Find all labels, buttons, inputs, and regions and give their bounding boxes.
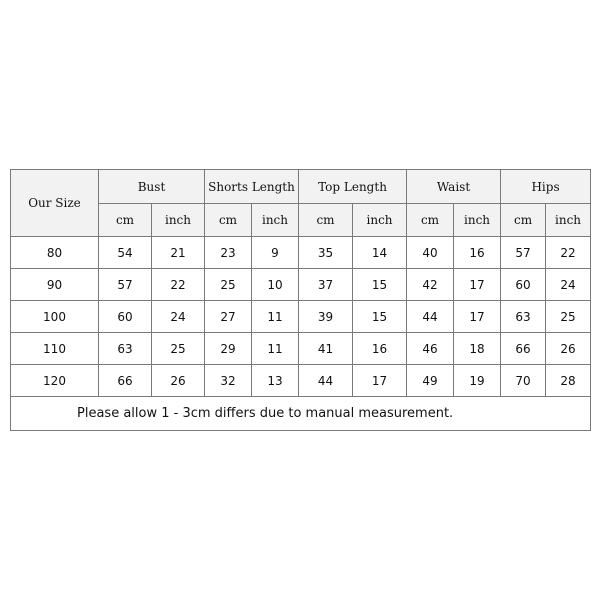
group-header-waist: Waist: [407, 170, 501, 204]
measurement-cell: 35: [299, 237, 353, 269]
measurement-cell: 70: [501, 365, 546, 397]
table-row: [11, 365, 591, 397]
unit-header-inch: inch: [252, 204, 299, 237]
measurement-cell: 17: [454, 269, 501, 301]
table-header: [11, 170, 591, 237]
measurement-cell: 22: [546, 237, 591, 269]
group-header-hips: Hips: [501, 170, 591, 204]
measurement-cell: 57: [99, 269, 152, 301]
measurement-cell: 28: [546, 365, 591, 397]
measurement-cell: 15: [353, 269, 407, 301]
measurement-cell: 10: [252, 269, 299, 301]
measurement-cell: 11: [252, 301, 299, 333]
measurement-cell: 46: [407, 333, 454, 365]
table-row: [11, 269, 591, 301]
measurement-cell: 17: [353, 365, 407, 397]
size-cell: 110: [11, 333, 99, 365]
measurement-cell: 25: [152, 333, 205, 365]
unit-header-cm: cm: [99, 204, 152, 237]
unit-header-cm: cm: [407, 204, 454, 237]
unit-header-cm: cm: [299, 204, 353, 237]
table-row: [11, 237, 591, 269]
header-row-groups: [11, 170, 591, 204]
table-body: [11, 237, 591, 431]
measurement-cell: 66: [501, 333, 546, 365]
unit-header-inch: inch: [353, 204, 407, 237]
measurement-cell: 27: [205, 301, 252, 333]
group-header-top-length: Top Length: [299, 170, 407, 204]
measurement-cell: 29: [205, 333, 252, 365]
measurement-cell: 14: [353, 237, 407, 269]
measurement-cell: 63: [501, 301, 546, 333]
measurement-cell: 60: [501, 269, 546, 301]
measurement-cell: 15: [353, 301, 407, 333]
measurement-cell: 18: [454, 333, 501, 365]
measurement-cell: 22: [152, 269, 205, 301]
table-row: [11, 301, 591, 333]
measurement-cell: 44: [407, 301, 454, 333]
size-header: Our Size: [11, 170, 99, 237]
group-header-shorts-length: Shorts Length: [205, 170, 299, 204]
size-cell: 100: [11, 301, 99, 333]
measurement-cell: 26: [546, 333, 591, 365]
measurement-cell: 25: [546, 301, 591, 333]
measurement-cell: 49: [407, 365, 454, 397]
measurement-cell: 17: [454, 301, 501, 333]
note-row: [11, 397, 591, 431]
unit-header-inch: inch: [152, 204, 205, 237]
measurement-cell: 66: [99, 365, 152, 397]
measurement-cell: 32: [205, 365, 252, 397]
unit-header-inch: inch: [454, 204, 501, 237]
size-chart-table: [10, 169, 591, 431]
measurement-cell: 60: [99, 301, 152, 333]
table-row: [11, 333, 591, 365]
measurement-cell: 24: [152, 301, 205, 333]
size-cell: 120: [11, 365, 99, 397]
group-header-bust: Bust: [99, 170, 205, 204]
measurement-cell: 44: [299, 365, 353, 397]
measurement-cell: 54: [99, 237, 152, 269]
measurement-cell: 42: [407, 269, 454, 301]
measurement-cell: 57: [501, 237, 546, 269]
measurement-cell: 25: [205, 269, 252, 301]
measurement-cell: 13: [252, 365, 299, 397]
unit-header-cm: cm: [501, 204, 546, 237]
size-cell: 80: [11, 237, 99, 269]
measurement-cell: 40: [407, 237, 454, 269]
measurement-cell: 16: [353, 333, 407, 365]
measurement-cell: 9: [252, 237, 299, 269]
measurement-cell: 11: [252, 333, 299, 365]
unit-header-inch: inch: [546, 204, 591, 237]
measurement-cell: 16: [454, 237, 501, 269]
measurement-note: Please allow 1 - 3cm differs due to manual measurement.: [11, 397, 591, 431]
measurement-cell: 19: [454, 365, 501, 397]
unit-header-cm: cm: [205, 204, 252, 237]
measurement-cell: 23: [205, 237, 252, 269]
measurement-cell: 39: [299, 301, 353, 333]
measurement-cell: 41: [299, 333, 353, 365]
measurement-cell: 63: [99, 333, 152, 365]
measurement-cell: 21: [152, 237, 205, 269]
measurement-cell: 26: [152, 365, 205, 397]
measurement-cell: 24: [546, 269, 591, 301]
size-cell: 90: [11, 269, 99, 301]
measurement-cell: 37: [299, 269, 353, 301]
